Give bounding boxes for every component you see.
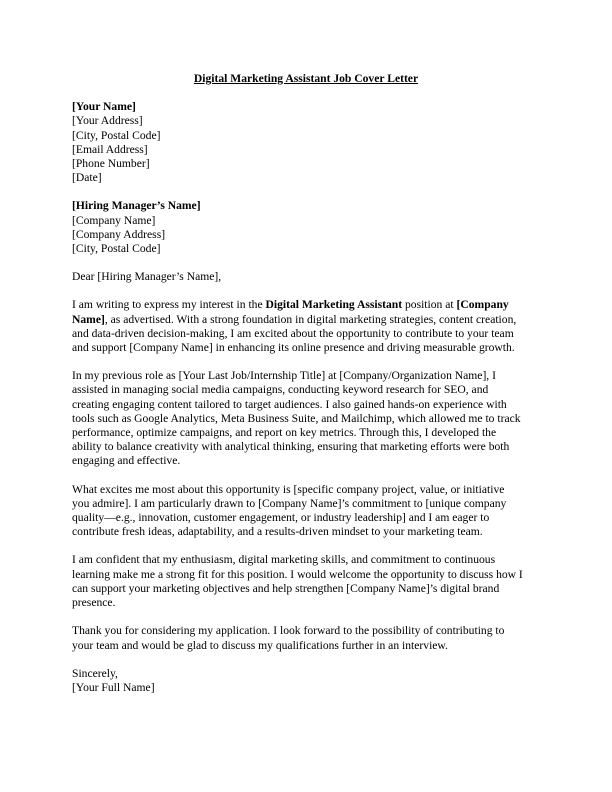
sender-phone: [Phone Number] [72,157,150,171]
recipient-city: [City, Postal Code] [72,242,161,256]
recipient-company: [Company Name] [72,213,156,227]
paragraph-line: performance, optimize campaigns, and report on key metrics. Through this, I developed the [72,426,497,440]
text-run: position at [402,298,457,312]
sender-block [72,100,540,185]
paragraph-experience [72,369,540,468]
position-title: Digital Marketing Assistant [265,298,403,312]
paragraph-line [72,298,540,312]
paragraph-line: ability to balance creativity with analytical thinking, ensuring that marketing efforts were both [72,440,510,454]
sender-address: [Your Address] [72,114,143,128]
sender-city: [City, Postal Code] [72,128,161,142]
paragraph-line: learning make me a strong fit for this position. I would welcome the opportunity to discuss how I [72,567,523,581]
paragraph-line: and support [Company Name] in enhancing its online presence and driving measurable growth. [72,341,515,355]
recipient-name: [Hiring Manager’s Name] [72,199,201,213]
closing-block [72,667,540,695]
document-title: Digital Marketing Assistant Job Cover Letter [193,72,419,85]
company-name-bold-start: [Company [456,298,509,312]
paragraph-line: can support your marketing objectives and help strengthen [Company Name]’s digital brand [72,581,500,595]
paragraph-intro [72,298,540,355]
paragraph-line: What excites me most about this opportunity is [specific company project, value, or initiative [72,482,505,496]
sender-name: [Your Name] [72,100,136,114]
paragraph-line: presence. [72,596,116,610]
paragraph-line: you admire]. I am particularly drawn to [Company Name]’s commitment to [unique company [72,496,507,510]
paragraph-line: your team and would be glad to discuss my qualifications further in an interview. [72,638,448,652]
sender-date: [Date] [72,171,102,185]
paragraph-confidence [72,553,540,610]
text-run: , as advertised. With a strong foundation in digital marketing strategies, content creation, [104,312,517,326]
text-run: I am writing to express my interest in the [72,298,266,312]
paragraph-line: contribute fresh ideas, adaptability, and a results-driven mindset to your marketing team. [72,525,483,539]
company-name-bold-end: Name] [72,312,105,326]
paragraph-line: In my previous role as [Your Last Job/Internship Title] at [Company/Organization Name], I [72,369,496,383]
salutation: Dear [Hiring Manager’s Name], [72,270,222,284]
recipient-address: [Company Address] [72,227,166,241]
signature: [Your Full Name] [72,680,155,694]
paragraph-line: assisted in managing social media campaigns, conducting keyword research for SEO, and [72,383,489,397]
paragraph-line: Thank you for considering my application. I look forward to the possibility of contributing to [72,624,505,638]
paragraph-line: I am confident that my enthusiasm, digital marketing skills, and commitment to continuous [72,553,496,567]
valediction: Sincerely, [72,666,118,680]
paragraph-line [72,313,540,327]
paragraph-line: and data-driven decision-making, I am excited about the opportunity to contribute to your team [72,326,514,340]
paragraph-line: creating engaging content tailored to target audiences. I also gained hands-on experience with [72,397,507,411]
paragraph-line: tools such as Google Analytics, Meta Business Suite, and Mailchimp, which allowed me to track [72,411,521,425]
paragraph-line: engaging and effective. [72,454,181,468]
paragraph-line: quality—e.g., innovation, customer engagement, or industry leadership] and I am eager to [72,511,490,525]
sender-email: [Email Address] [72,142,148,156]
paragraph-motivation [72,483,540,540]
paragraph-thanks [72,624,540,652]
recipient-block [72,199,540,256]
letter-content [72,72,540,709]
